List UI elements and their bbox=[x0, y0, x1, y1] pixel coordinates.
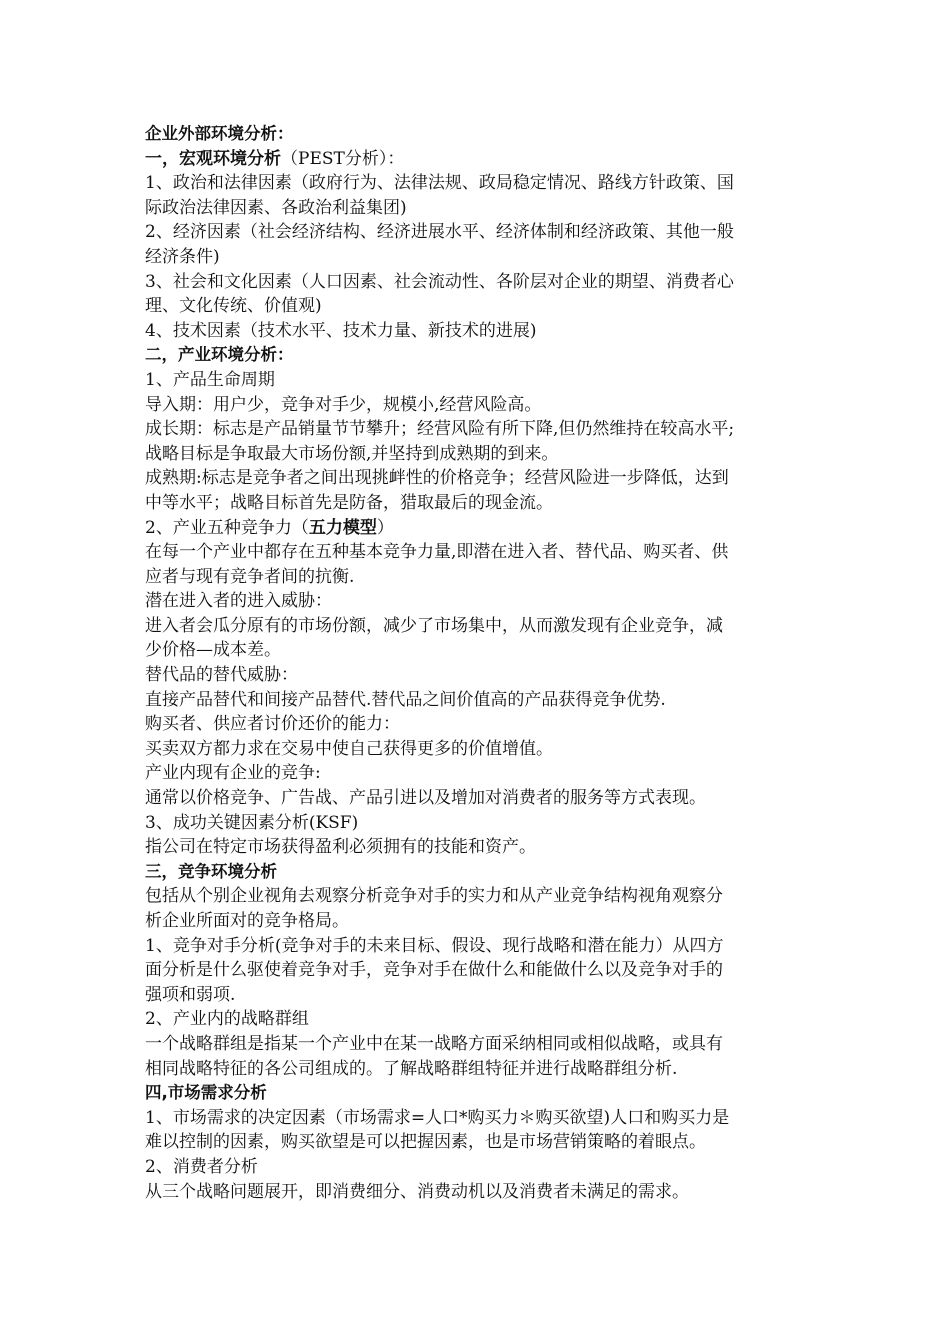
text-line: 难以控制的因素，购买欲望是可以把握因素，也是市场营销策略的着眼点。 bbox=[145, 1132, 706, 1153]
text-line: 战略目标是争取最大市场份额,并坚持到成熟期的到来。 bbox=[145, 443, 559, 464]
text-line: 1、竞争对手分析(竞争对手的未来目标、假设、现行战略和潜在能力）从四方 bbox=[145, 935, 724, 956]
text-line: 3、成功关键因素分析(KSF) bbox=[145, 812, 359, 833]
text-line: 强项和弱项. bbox=[145, 984, 236, 1005]
text-line: 面分析是什么驱使着竞争对手，竞争对手在做什么和能做什么以及竞争对手的 bbox=[145, 960, 723, 981]
section-heading-macro-sub: （PEST分析）： bbox=[281, 148, 405, 169]
text-line: 买卖双方都力求在交易中使自己获得更多的价值增值。 bbox=[145, 738, 553, 759]
text-line: 导入期：用户少，竞争对手少，规模小,经营风险高。 bbox=[145, 394, 542, 415]
text-line: 在每一个产业中都存在五种基本竞争力量,即潜在进入者、替代品、购买者、供 bbox=[145, 542, 729, 563]
text-line: 成熟期:标志是竞争者之间出现挑衅性的价格竞争；经营风险进一步降低，达到 bbox=[145, 468, 729, 489]
text-line: 3、社会和文化因素（人口因素、社会流动性、各阶层对企业的期望、消费者心 bbox=[145, 271, 734, 292]
text-line: 际政治法律因素、各政治利益集团) bbox=[145, 197, 407, 218]
text-line: 相同战略特征的各公司组成的。了解战略群组特征并进行战略群组分析. bbox=[145, 1058, 678, 1079]
text-line: 1、市场需求的决定因素（市场需求=人口*购买力＊购买欲望)人口和购买力是 bbox=[145, 1107, 730, 1128]
text-line: 中等水平；战略目标首先是防备，猎取最后的现金流。 bbox=[145, 492, 553, 513]
text-line: 指公司在特定市场获得盈利必须拥有的技能和资产。 bbox=[145, 837, 536, 858]
text-line: 产业内现有企业的竞争: bbox=[145, 763, 321, 784]
document-body bbox=[145, 122, 810, 1204]
subheading-five-forces-prefix: 2、产业五种竞争力（ bbox=[145, 517, 309, 538]
text-line: 4、技术因素（技术水平、技术力量、新技术的进展) bbox=[145, 320, 537, 341]
section-heading-market-demand: 四,市场需求分析 bbox=[145, 1083, 267, 1103]
text-line: 一个战略群组是指某一个产业中在某一战略方面采纳相同或相似战略，或具有 bbox=[145, 1033, 723, 1054]
text-line: 少价格—成本差。 bbox=[145, 640, 281, 661]
subheading-five-forces-suffix: ） bbox=[376, 517, 394, 538]
text-line: 2、经济因素（社会经济结构、经济进展水平、经济体制和经济政策、其他一般 bbox=[145, 222, 734, 243]
text-line: 购买者、供应者讨价还价的能力： bbox=[145, 714, 400, 735]
text-line: 从三个战略问题展开，即消费细分、消费动机以及消费者未满足的需求。 bbox=[145, 1181, 689, 1202]
text-line: 成长期：标志是产品销量节节攀升；经营风险有所下降,但仍然维持在较高水平; bbox=[145, 419, 735, 440]
text-line: 1、政治和法律因素（政府行为、法律法规、政局稳定情况、路线方针政策、国 bbox=[145, 173, 734, 194]
section-heading-macro bbox=[145, 147, 810, 172]
text-line: 2、消费者分析 bbox=[145, 1156, 258, 1177]
text-line: 2、产业内的战略群组 bbox=[145, 1009, 309, 1030]
text-line: 包括从个别企业视角去观察分析竞争对手的实力和从产业竞争结构视角观察分 bbox=[145, 886, 723, 907]
text-line: 理、文化传统、价值观) bbox=[145, 296, 322, 317]
doc-title: 企业外部环境分析： bbox=[145, 124, 294, 143]
text-line: 应者与现有竞争者间的抗衡. bbox=[145, 566, 355, 587]
text-line: 1、产品生命周期 bbox=[145, 369, 275, 390]
section-heading-industry: 二，产业环境分析： bbox=[145, 345, 294, 365]
text-line: 经济条件) bbox=[145, 246, 220, 267]
text-line: 进入者会瓜分原有的市场份额，减少了市场集中，从而激发现有企业竞争，减 bbox=[145, 615, 723, 636]
text-line: 直接产品替代和间接产品替代.替代品之间价值高的产品获得竞争优势. bbox=[145, 689, 666, 710]
five-forces-model-term: 五力模型 bbox=[308, 517, 377, 538]
text-line: 潜在进入者的进入威胁： bbox=[145, 591, 332, 612]
section-heading-competition: 三，竞争环境分析 bbox=[145, 861, 277, 881]
text-line: 替代品的替代威胁： bbox=[145, 665, 298, 686]
subheading-five-forces bbox=[145, 516, 810, 541]
text-line: 通常以价格竞争、广告战、产品引进以及增加对消费者的服务等方式表现。 bbox=[145, 788, 706, 809]
section-heading-macro-main: 一，宏观环境分析 bbox=[145, 148, 281, 169]
text-line: 析企业所面对的竞争格局。 bbox=[145, 911, 349, 931]
